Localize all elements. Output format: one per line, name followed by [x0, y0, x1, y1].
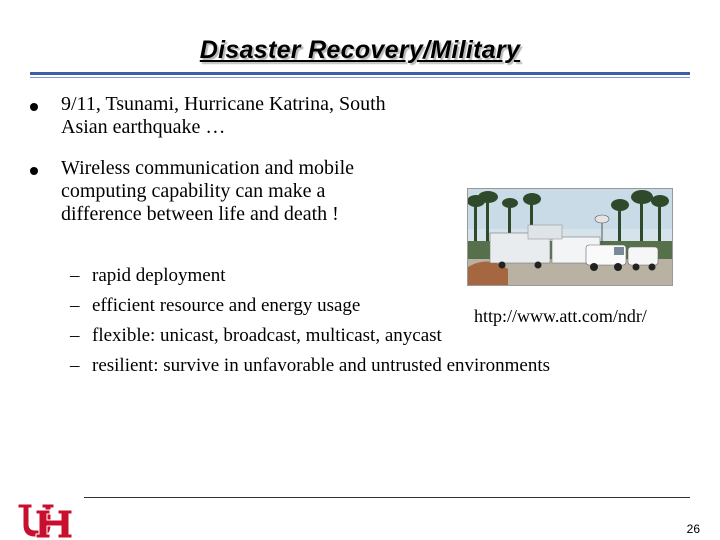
sub-bullet-text: efficient resource and energy usage	[92, 295, 361, 316]
dash-marker: –	[70, 265, 80, 286]
dash-marker: –	[70, 325, 80, 346]
title-rule-thin	[30, 77, 690, 78]
bullet-2: Wireless communication and mobile computing capability can make a difference between life and death !	[61, 157, 355, 225]
sub-bullet-text: flexible: unicast, broadcast, multicast, anycast	[92, 325, 442, 346]
sub-bullet-4	[70, 354, 550, 377]
uh-logo	[16, 500, 74, 540]
footer-rule	[84, 497, 690, 498]
title-rule	[30, 72, 690, 75]
sub-bullet-2	[70, 294, 360, 317]
disaster-recovery-photo	[467, 188, 673, 286]
slide-title: Disaster Recovery/Military	[199, 36, 521, 64]
sub-bullet-text: resilient: survive in unfavorable and untrusted environments	[92, 355, 550, 376]
bullet-dot	[30, 167, 38, 175]
dash-marker: –	[70, 295, 80, 316]
bullet-1: 9/11, Tsunami, Hurricane Katrina, South Asian earthquake …	[61, 93, 386, 138]
page-number: 26	[686, 522, 700, 536]
sub-bullet-1	[70, 264, 226, 287]
image-source-url[interactable]: http://www.att.com/ndr/	[474, 306, 647, 326]
dash-marker: –	[70, 355, 80, 376]
sub-bullet-text: rapid deployment	[92, 265, 226, 286]
bullet-dot	[30, 103, 38, 111]
sub-bullet-3	[70, 324, 442, 347]
